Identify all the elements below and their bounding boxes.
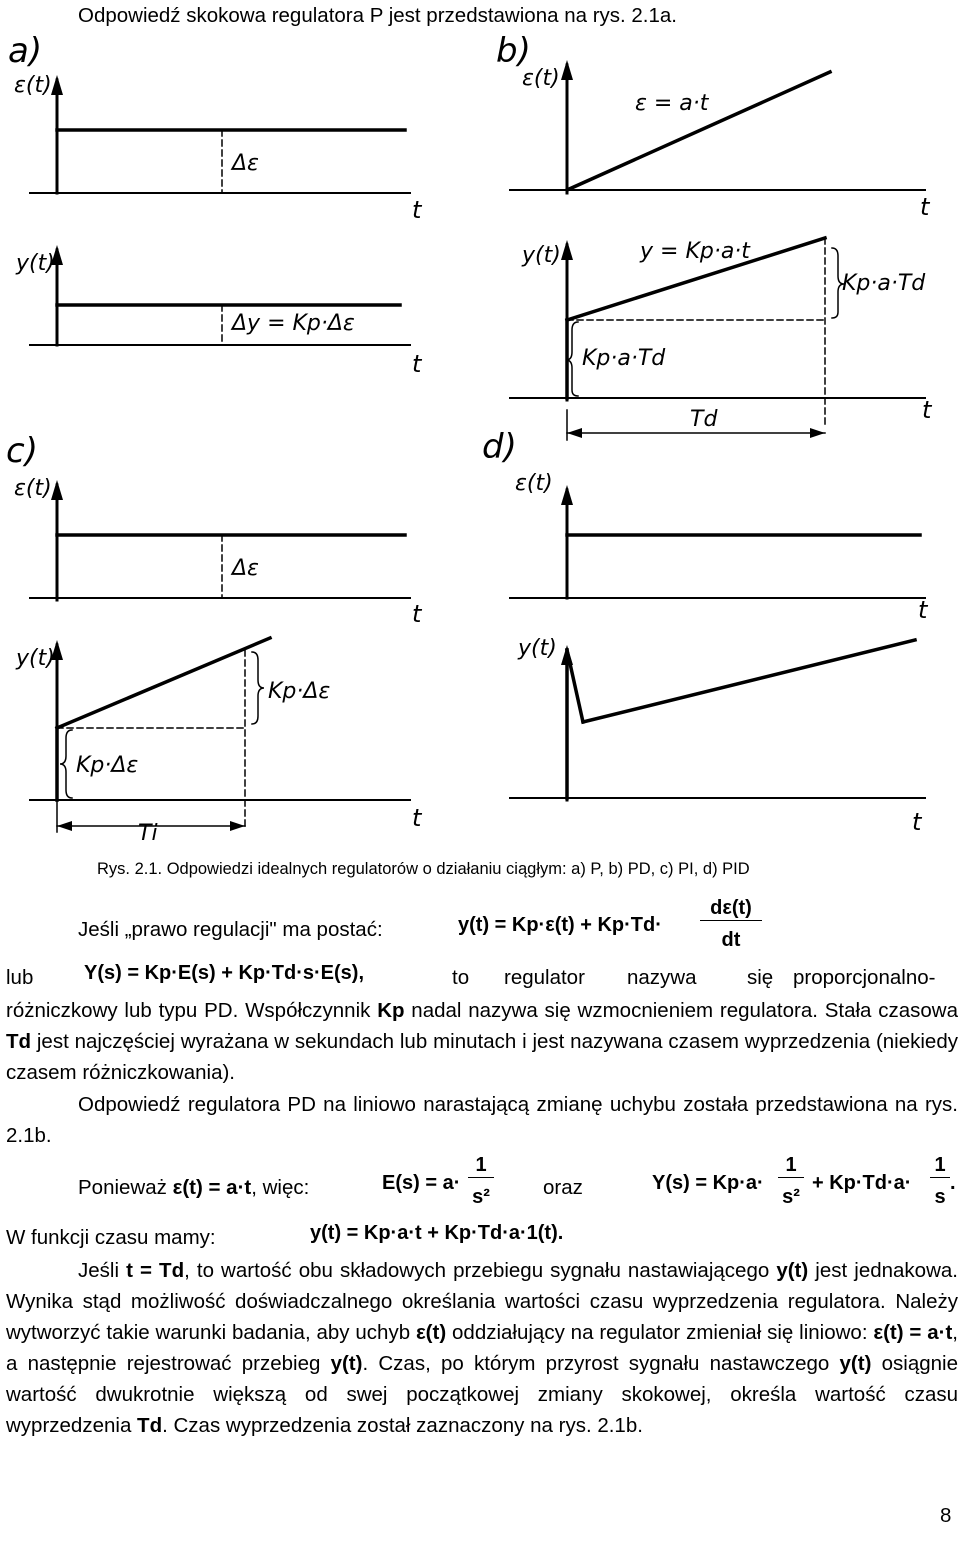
Es-formula: E(s) = a· xyxy=(382,1172,461,1194)
header-text: Odpowiedź skokowa regulatora P jest przedstawiona na rys. 2.1a. xyxy=(78,4,678,27)
label-b-td: Td xyxy=(690,407,718,432)
label-c-delta-eps: Δε xyxy=(232,556,259,581)
label-b-eps-axis: ε(t) xyxy=(522,66,560,91)
lub-word-proporcjonalno: proporcjonalno- xyxy=(793,966,936,989)
para1-text-a: różniczkowy lub typu PD. Współczynnik xyxy=(6,999,378,1022)
lub-word-regulator: regulator xyxy=(504,966,585,989)
label-panel-c: c) xyxy=(6,431,38,471)
figure-caption: Rys. 2.1. Odpowiedzi idealnych regulatorów o działaniu ciągłym: a) P, b) PD, c) PI, d) PID xyxy=(97,860,750,878)
paragraph-pd-definition xyxy=(6,995,958,1088)
label-c-t-axis: t xyxy=(412,600,422,628)
label-d-t-axis: t xyxy=(918,596,928,624)
Es-den: s² xyxy=(472,1186,490,1208)
figure-regulator-responses xyxy=(0,28,960,848)
para1-td: Td xyxy=(6,1030,32,1053)
para1-text-b: nadal nazywa się wzmocnieniem regulatora. Stała czasowa xyxy=(404,999,958,1022)
law-formula-den: dt xyxy=(721,929,741,951)
label-panel-b: b) xyxy=(496,31,531,71)
para3-eps: ε(t) xyxy=(415,1321,447,1344)
label-c-kp-delta-eps-left: Kp·Δε xyxy=(76,753,139,778)
panel-c xyxy=(30,480,410,832)
Ys-den1: s² xyxy=(782,1186,800,1208)
para3-eps-eq: ε(t) = a·t xyxy=(873,1321,953,1344)
since-text-a: Ponieważ xyxy=(78,1176,173,1199)
para1-kp: Kp xyxy=(377,999,405,1022)
time-intro: W funkcji czasu mamy: xyxy=(6,1226,216,1249)
law-formula-num: dε(t) xyxy=(700,897,762,921)
label-a-eps-axis: ε(t) xyxy=(14,73,52,98)
Es-num: 1 xyxy=(468,1154,494,1178)
para3-text-a: Jeśli xyxy=(78,1259,127,1282)
label-c-y-axis: y(t) xyxy=(16,646,55,671)
para3-yt: y(t) xyxy=(776,1259,809,1282)
page-number: 8 xyxy=(940,1504,952,1527)
label-a-t-axis: t xyxy=(412,196,422,224)
law-formula-lhs: y(t) = Kp·ε(t) + Kp·Td· xyxy=(458,914,662,936)
lub-word-nazywa: nazywa xyxy=(627,966,697,989)
label-b-ramp-eps: ε = a·t xyxy=(635,91,709,116)
paragraph-pd-response: Odpowiedź regulatora PD na liniowo narastającą zmianę uchybu została przedstawiona na rys. 2.1b. xyxy=(6,1093,958,1147)
lub-word: lub xyxy=(6,966,34,989)
label-c-t-axis-2: t xyxy=(412,804,422,832)
Ys-dot: . xyxy=(950,1172,956,1194)
label-a-y-axis: y(t) xyxy=(16,251,55,276)
para3-yt3: y(t) xyxy=(839,1352,872,1375)
label-panel-d: d) xyxy=(482,427,517,467)
para3-text-g: osiągnie wartość dwukrotnie większą od swej początkowej zmiany skokowej, określa wartość czasu wyprzedzenia xyxy=(6,1352,958,1437)
para3-text-c: jest jednakowa. Wynika stąd możliwość doświadczalnego określania wartości czasu wyprzedzenia regulatora. Należy wytworzyć takie warunki badania, aby uchyb xyxy=(6,1259,958,1344)
para3-t-eq: t = Td xyxy=(126,1259,185,1282)
lub-word-sie: się xyxy=(747,966,774,989)
paragraph-td-measurement xyxy=(6,1255,958,1441)
label-a-t-axis-2: t xyxy=(412,350,422,378)
label-b-kp-a-td-right: Kp·a·Td xyxy=(842,271,926,296)
label-b-kp-a-td-left: Kp·a·Td xyxy=(582,346,666,371)
Ys-formula: Y(s) = Kp·a· xyxy=(652,1172,764,1194)
label-b-t-axis-2: t xyxy=(922,396,932,424)
label-d-t-axis-2: t xyxy=(912,808,922,836)
lub-word-to: to xyxy=(452,966,470,989)
Ys-num1: 1 xyxy=(778,1154,804,1178)
since-text xyxy=(78,1172,309,1203)
oraz-word: oraz xyxy=(543,1176,583,1199)
label-b-t-axis: t xyxy=(920,193,930,221)
label-a-delta-y: Δy = Kp·Δε xyxy=(232,311,355,336)
para3-text-f: . Czas, po którym przyrost sygnału nastawczego xyxy=(362,1352,840,1375)
label-b-ramp-y: y = Kp·a·t xyxy=(640,239,750,264)
lub-formula: Y(s) = Kp·E(s) + Kp·Td·s·E(s), xyxy=(84,962,365,984)
label-b-y-axis: y(t) xyxy=(522,243,561,268)
label-c-eps-axis: ε(t) xyxy=(14,476,52,501)
since-eps: ε(t) = a·t xyxy=(172,1176,252,1199)
Ys-den2: s xyxy=(934,1186,946,1208)
Ys-mid: + Kp·Td·a· xyxy=(812,1172,912,1194)
para3-text-e: , a następnie rejestrować przebieg xyxy=(6,1321,958,1375)
time-formula: y(t) = Kp·a·t + Kp·Td·a·1(t). xyxy=(310,1222,564,1244)
para1-text-c: jest najczęściej wyrażana w sekundach lub minutach i jest nazywana czasem wyprzedzenia (niekiedy czasem różniczkowania). xyxy=(6,1030,958,1084)
label-a-delta-eps: Δε xyxy=(232,151,259,176)
Ys-num2: 1 xyxy=(930,1154,950,1178)
label-d-y-axis: y(t) xyxy=(518,636,557,661)
since-text-b: , więc: xyxy=(251,1176,310,1199)
label-d-eps-axis: ε(t) xyxy=(515,471,553,496)
label-panel-a: a) xyxy=(8,31,43,71)
para3-yt2: y(t) xyxy=(330,1352,363,1375)
para3-text-h: . Czas wyprzedzenia został zaznaczony na rys. 2.1b. xyxy=(162,1414,643,1437)
panel-a xyxy=(30,75,410,345)
para3-Td: Td xyxy=(137,1414,163,1437)
panel-d xyxy=(510,485,925,800)
para3-text-d: oddziałujący na regulator zmieniał się liniowo: xyxy=(446,1321,874,1344)
label-c-ti: Ti xyxy=(138,821,158,846)
label-c-kp-delta-eps-right: Kp·Δε xyxy=(268,679,331,704)
para3-text-b: , to wartość obu składowych przebiegu sygnału nastawiającego xyxy=(184,1259,777,1282)
law-intro: Jeśli „prawo regulacji" ma postać: xyxy=(78,918,383,941)
